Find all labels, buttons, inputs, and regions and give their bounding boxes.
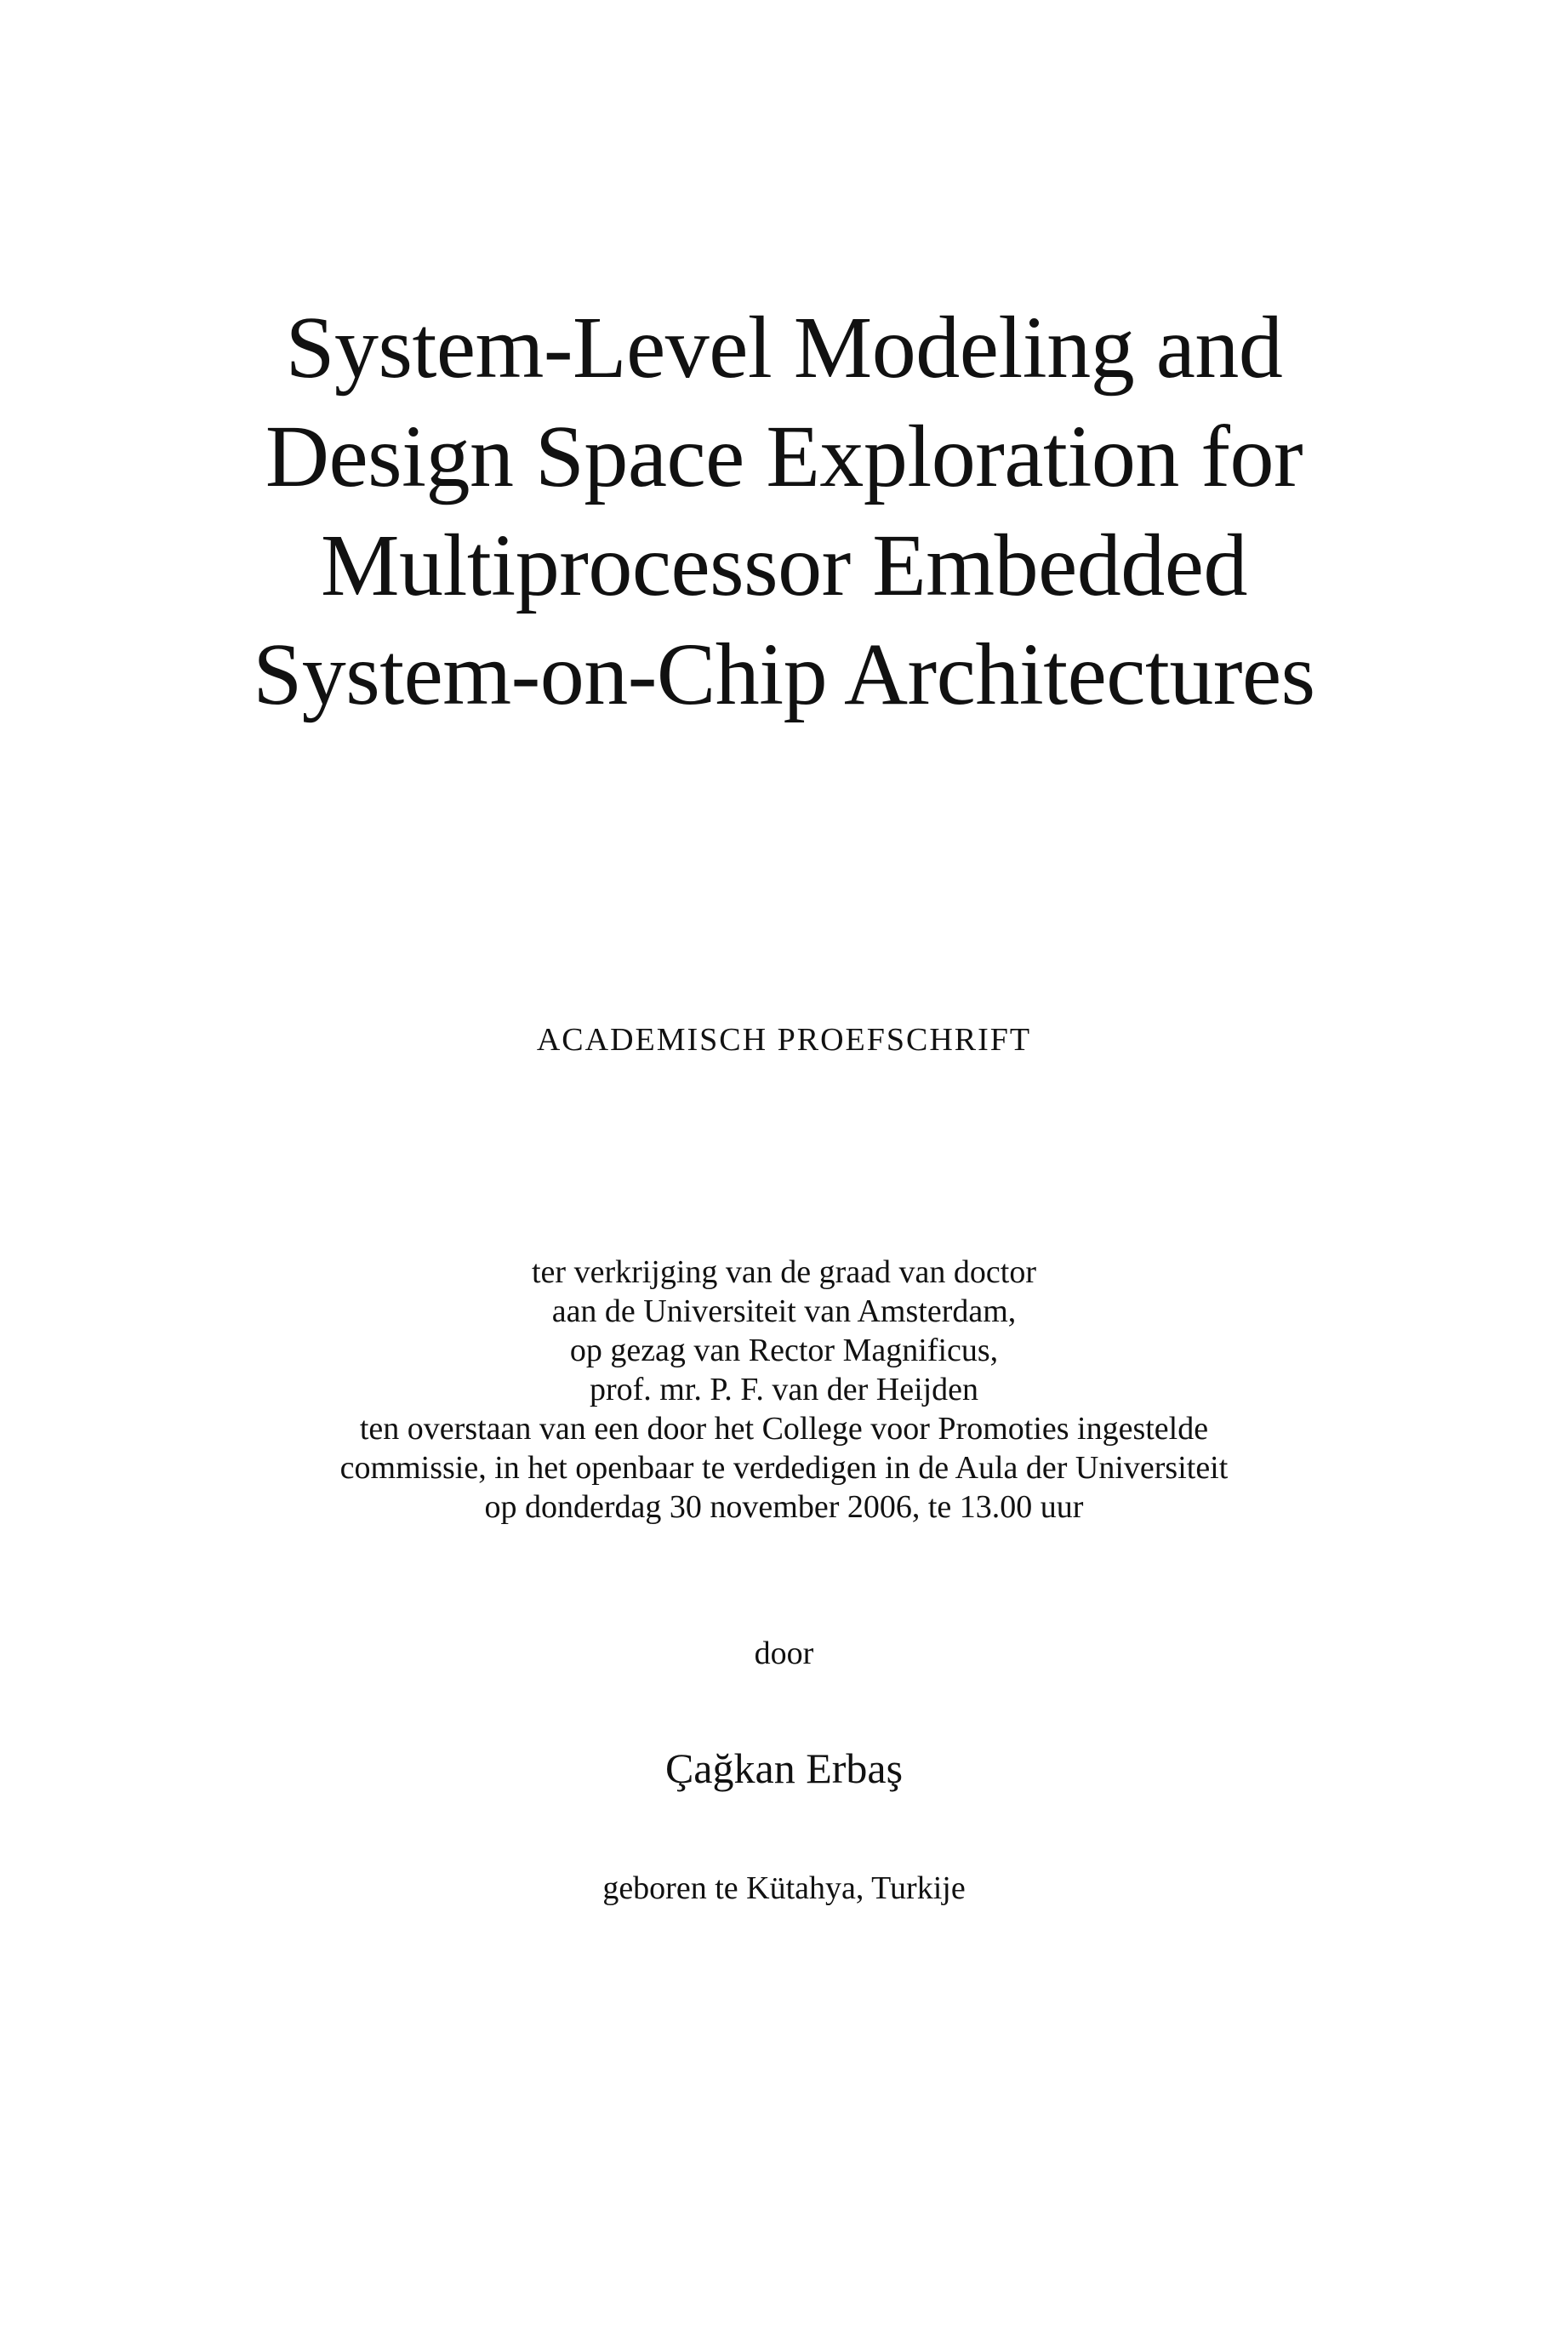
document-type: ACADEMISCH PROEFSCHRIFT (536, 1022, 1032, 1058)
birthplace: geboren te Kütahya, Turkije (602, 1870, 966, 1906)
by-label: door (754, 1636, 814, 1671)
thesis-title-line-1: System-Level Modeling and (285, 299, 1283, 397)
thesis-title (0, 294, 1568, 729)
degree-statement (0, 1253, 1568, 1527)
degree-line-4: prof. mr. P. F. van der Heijden (589, 1372, 979, 1407)
thesis-title-line-3: Multiprocessor Embedded (321, 517, 1247, 614)
degree-line-5: ten overstaan van een door het College voor Promoties ingestelde (359, 1411, 1209, 1447)
degree-line-6: commissie, in het openbaar te verdedigen in de Aula der Universiteit (339, 1450, 1229, 1486)
author-name: Çağkan Erbaş (664, 1744, 904, 1792)
thesis-title-line-2: Design Space Exploration for (265, 408, 1303, 505)
degree-line-3: op gezag van Rector Magnificus, (569, 1333, 999, 1368)
thesis-title-line-4: System-on-Chip Architectures (253, 625, 1315, 723)
degree-line-7: op donderdag 30 november 2006, te 13.00 uur (484, 1489, 1084, 1525)
degree-line-1: ter verkrijging van de graad van doctor (532, 1254, 1036, 1290)
degree-line-2: aan de Universiteit van Amsterdam, (551, 1293, 1017, 1329)
